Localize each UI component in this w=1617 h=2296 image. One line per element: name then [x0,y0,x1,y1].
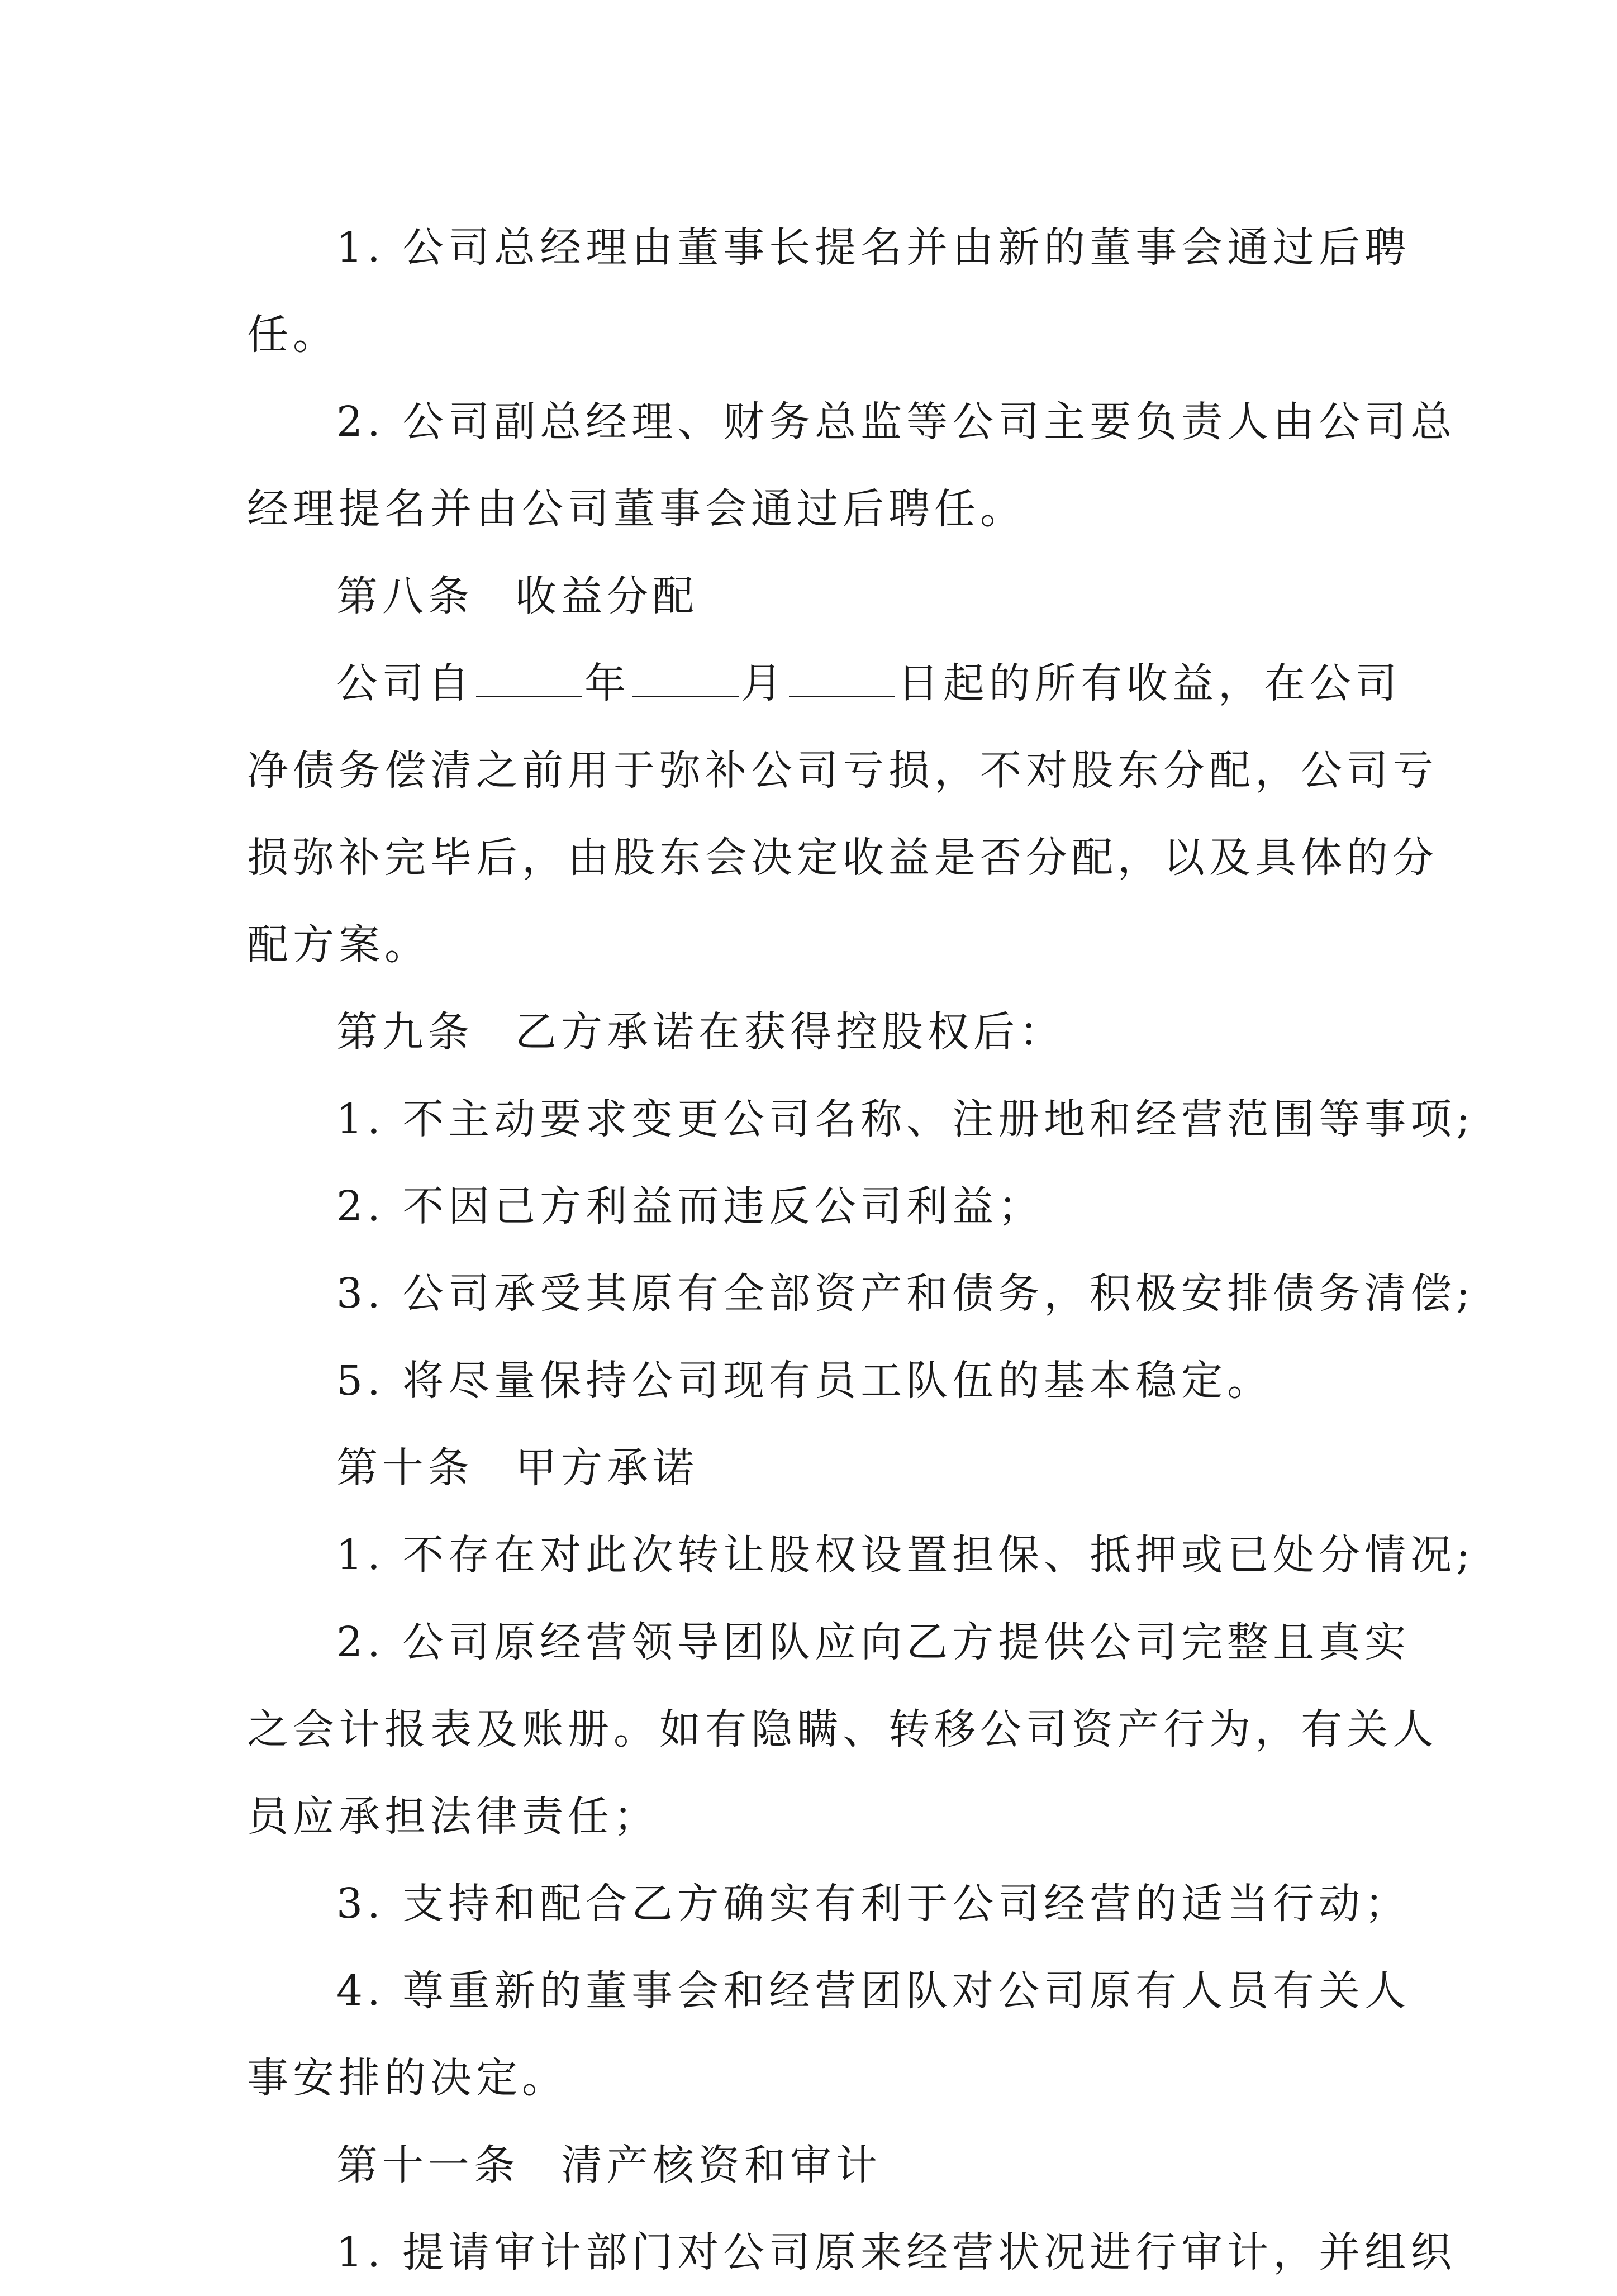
article-number: 第十条 [336,1444,474,1492]
text-line: 经理提名并由公司董事会通过后聘任。 [247,485,1026,533]
article-8-heading [247,553,1376,640]
blank-day [789,662,895,697]
text-line: 1. 不存在对此次转让股权设置担保、抵押或已处分情况; [336,1531,1475,1579]
paragraph-5 [247,1163,1376,1250]
article-11-heading [247,2122,1376,2209]
article-title: 乙方承诺在获得控股权后： [515,1008,1065,1056]
text-fragment: 年 [584,659,630,707]
text-line: 1. 提请审计部门对公司原来经营状况进行审计，并组织 [336,2228,1457,2276]
paragraph-12 [247,2209,1457,2296]
text-line: 4. 尊重新的董事会和经营团队对公司原有人员有关人 [336,1967,1411,2015]
paragraph-10 [247,1860,1411,1947]
paragraph-8 [247,1511,1475,1599]
paragraph-6 [247,1250,1475,1337]
text-line: 损弥补完毕后，由股东会决定收益是否分配，以及具体的分 [247,834,1438,882]
paragraph-1 [247,204,1411,378]
article-10-heading [247,1424,1376,1511]
blank-year [476,662,582,697]
paragraph-4 [247,1076,1475,1163]
text-line: 2. 公司副总经理、财务总监等公司主要负责人由公司总 [336,398,1457,446]
text-line: 员应承担法律责任； [247,1793,659,1841]
text-line: 3. 公司承受其原有全部资产和债务，积极安排债务清偿; [336,1270,1475,1318]
article-number: 第九条 [336,1008,474,1056]
paragraph-3 [247,727,1438,988]
text-line: 事安排的决定。 [247,2054,568,2102]
paragraph-9 [247,1599,1438,1860]
text-line: 2. 公司原经营领导团队应向乙方提供公司完整且真实 [336,1618,1411,1666]
text-fragment: 日起的所有收益，在公司 [897,659,1401,707]
text-line: 任。 [247,311,339,359]
text-fragment: 月 [741,659,787,707]
text-line: 5. 将尽量保持公司现有员工队伍的基本稳定。 [336,1357,1273,1405]
paragraph-2 [247,378,1457,553]
text-line: 3. 支持和配合乙方确实有利于公司经营的适当行动； [336,1880,1411,1928]
text-line: 之会计报表及账册。如有隐瞒、转移公司资产行为，有关人 [247,1705,1438,1753]
article-title: 甲方承诺 [515,1444,698,1492]
article-9-heading [247,988,1376,1076]
text-line: 净债务偿清之前用于弥补公司亏损，不对股东分配，公司亏 [247,747,1438,795]
article-number: 第八条 [336,572,474,620]
blank-month [632,662,739,697]
paragraph-7 [247,1337,1376,1424]
article-title: 收益分配 [515,572,698,620]
paragraph-11 [247,1947,1411,2122]
text-line: 1. 不主动要求变更公司名称、注册地和经营范围等事项; [336,1095,1475,1143]
text-fragment: 公司自 [336,659,474,707]
document-body [247,204,1475,2296]
text-line: 配方案。 [247,921,430,969]
text-line: 1. 公司总经理由董事长提名并由新的董事会通过后聘 [336,224,1411,272]
text-line: 2. 不因己方利益而违反公司利益； [336,1182,1044,1230]
paragraph-income-date [247,640,1401,727]
article-number: 第十一条 [336,2141,520,2189]
article-title: 清产核资和审计 [561,2141,882,2189]
